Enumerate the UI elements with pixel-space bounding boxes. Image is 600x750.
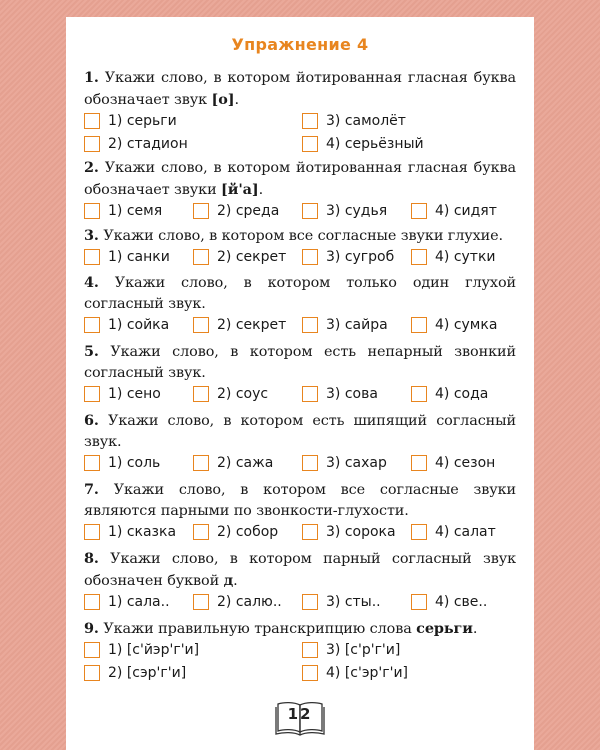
answer-option-2[interactable] bbox=[84, 136, 188, 152]
question-number: 4. bbox=[84, 274, 99, 291]
worksheet-page bbox=[66, 17, 534, 750]
checkbox[interactable] bbox=[193, 249, 209, 265]
question-end: . bbox=[258, 182, 264, 198]
question-number: 8. bbox=[84, 550, 99, 567]
checkbox[interactable] bbox=[193, 455, 209, 471]
question-7 bbox=[84, 479, 516, 547]
answer-option-1[interactable] bbox=[84, 642, 199, 658]
answer-option-2[interactable] bbox=[193, 455, 273, 471]
answer-option-4[interactable] bbox=[411, 249, 496, 265]
option-label: 3) сорока bbox=[326, 524, 396, 540]
option-label: 4) сезон bbox=[435, 455, 496, 471]
question-text bbox=[84, 618, 516, 640]
option-label: 2) среда bbox=[217, 203, 280, 219]
question-number: 7. bbox=[84, 481, 99, 498]
answer-option-3[interactable] bbox=[302, 317, 388, 333]
checkbox[interactable] bbox=[411, 203, 427, 219]
checkbox[interactable] bbox=[193, 203, 209, 219]
checkbox[interactable] bbox=[302, 113, 318, 129]
answer-options bbox=[84, 136, 516, 159]
option-label: 2) сажа bbox=[217, 455, 274, 471]
checkbox[interactable] bbox=[193, 317, 209, 333]
option-label: 1) семя bbox=[108, 203, 163, 219]
question-emphasis: д bbox=[223, 572, 234, 589]
checkbox[interactable] bbox=[302, 665, 318, 681]
question-emphasis: [о] bbox=[211, 91, 235, 108]
answer-option-3[interactable] bbox=[302, 642, 400, 658]
question-text bbox=[84, 410, 516, 453]
option-label: 1) сойка bbox=[108, 317, 170, 333]
answer-option-1[interactable] bbox=[84, 203, 162, 219]
question-text bbox=[84, 479, 516, 522]
checkbox[interactable] bbox=[302, 136, 318, 152]
checkbox[interactable] bbox=[302, 594, 318, 610]
answer-options bbox=[84, 203, 516, 226]
option-label: 4) сутки bbox=[435, 249, 496, 265]
answer-options bbox=[84, 455, 516, 478]
answer-option-4[interactable] bbox=[411, 524, 496, 540]
checkbox[interactable] bbox=[302, 249, 318, 265]
option-label: 1) соль bbox=[108, 455, 161, 471]
question-1 bbox=[84, 67, 516, 159]
question-9 bbox=[84, 618, 516, 688]
checkbox[interactable] bbox=[302, 317, 318, 333]
checkbox[interactable] bbox=[84, 665, 100, 681]
question-number: 9. bbox=[84, 620, 99, 637]
answer-options bbox=[84, 249, 516, 272]
answer-option-2[interactable] bbox=[193, 249, 286, 265]
checkbox[interactable] bbox=[411, 524, 427, 540]
question-text bbox=[84, 548, 516, 592]
question-body: Укажи правильную транскрипцию слова bbox=[103, 621, 417, 637]
answer-options bbox=[84, 642, 516, 665]
question-body: Укажи слово, в котором только один глухой согласный звук. bbox=[84, 275, 516, 312]
question-body: Укажи слово, в котором парный согласный звук обозначен буквой bbox=[84, 551, 516, 589]
option-label: 2) [сэр'г'и] bbox=[108, 665, 187, 681]
question-end: . bbox=[233, 573, 238, 589]
answer-options bbox=[84, 386, 516, 409]
option-label: 3) самолёт bbox=[326, 113, 406, 129]
answer-option-1[interactable] bbox=[84, 386, 161, 402]
option-label: 3) судья bbox=[326, 203, 388, 219]
checkbox[interactable] bbox=[84, 594, 100, 610]
question-2 bbox=[84, 157, 516, 226]
question-8 bbox=[84, 548, 516, 617]
question-number: 5. bbox=[84, 343, 99, 360]
page-number: 12 bbox=[287, 705, 313, 723]
question-number: 2. bbox=[84, 159, 99, 176]
option-label: 4) сода bbox=[435, 386, 489, 402]
question-text bbox=[84, 341, 516, 384]
page-number-badge bbox=[274, 699, 326, 739]
checkbox[interactable] bbox=[84, 249, 100, 265]
answer-option-4[interactable] bbox=[411, 203, 497, 219]
answer-options bbox=[84, 594, 516, 617]
question-number: 1. bbox=[84, 69, 99, 86]
answer-option-2[interactable] bbox=[193, 386, 268, 402]
question-text bbox=[84, 272, 516, 315]
answer-option-4[interactable] bbox=[411, 594, 487, 610]
checkbox[interactable] bbox=[193, 594, 209, 610]
answer-option-2[interactable] bbox=[193, 317, 286, 333]
question-body: Укажи слово, в котором все согласные звуки являются парными по звонкости-глухости. bbox=[84, 482, 516, 519]
option-label: 1) сала.. bbox=[108, 594, 170, 610]
answer-option-4[interactable] bbox=[302, 136, 424, 152]
question-number: 3. bbox=[84, 227, 99, 244]
answer-option-1[interactable] bbox=[84, 524, 176, 540]
question-end: . bbox=[472, 621, 478, 637]
checkbox[interactable] bbox=[302, 524, 318, 540]
question-3 bbox=[84, 225, 516, 272]
option-label: 1) серьги bbox=[108, 113, 177, 129]
answer-options bbox=[84, 665, 516, 688]
option-label: 2) секрет bbox=[217, 249, 287, 265]
option-label: 1) сено bbox=[108, 386, 161, 402]
checkbox[interactable] bbox=[302, 203, 318, 219]
answer-option-3[interactable] bbox=[302, 594, 381, 610]
checkbox[interactable] bbox=[302, 642, 318, 658]
option-label: 2) салю.. bbox=[217, 594, 282, 610]
option-label: 1) [с'йэр'г'и] bbox=[108, 642, 200, 658]
checkbox[interactable] bbox=[84, 113, 100, 129]
answer-options bbox=[84, 113, 516, 136]
answer-option-1[interactable] bbox=[84, 455, 160, 471]
answer-option-3[interactable] bbox=[302, 113, 406, 129]
answer-options bbox=[84, 524, 516, 547]
checkbox[interactable] bbox=[302, 455, 318, 471]
answer-option-3[interactable] bbox=[302, 524, 396, 540]
option-label: 3) сты.. bbox=[326, 594, 381, 610]
option-label: 2) секрет bbox=[217, 317, 287, 333]
checkbox[interactable] bbox=[411, 386, 427, 402]
question-5 bbox=[84, 341, 516, 409]
option-label: 4) сидят bbox=[435, 203, 497, 219]
option-label: 4) [с'эр'г'и] bbox=[326, 665, 409, 681]
option-label: 1) сказка bbox=[108, 524, 177, 540]
checkbox[interactable] bbox=[84, 317, 100, 333]
answer-option-3[interactable] bbox=[302, 203, 387, 219]
question-body: Укажи слово, в котором есть непарный звонкий согласный звук. bbox=[84, 344, 516, 381]
answer-option-4[interactable] bbox=[411, 455, 495, 471]
answer-option-1[interactable] bbox=[84, 317, 169, 333]
option-label: 2) стадион bbox=[108, 136, 188, 152]
option-label: 4) салат bbox=[435, 524, 496, 540]
checkbox[interactable] bbox=[411, 594, 427, 610]
option-label: 2) собор bbox=[217, 524, 279, 540]
answer-option-1[interactable] bbox=[84, 594, 170, 610]
checkbox[interactable] bbox=[411, 317, 427, 333]
answer-option-4[interactable] bbox=[411, 386, 488, 402]
option-label: 4) све.. bbox=[435, 594, 488, 610]
option-label: 1) санки bbox=[108, 249, 170, 265]
question-6 bbox=[84, 410, 516, 478]
option-label: 3) [с'р'г'и] bbox=[326, 642, 401, 658]
option-label: 3) сугроб bbox=[326, 249, 395, 265]
answer-option-3[interactable] bbox=[302, 386, 378, 402]
question-body: Укажи слово, в котором есть шипящий согласный звук. bbox=[84, 413, 516, 450]
question-body: Укажи слово, в котором йотированная гласная буква обозначает звук bbox=[84, 70, 516, 108]
checkbox[interactable] bbox=[193, 524, 209, 540]
question-text bbox=[84, 157, 516, 201]
answer-option-4[interactable] bbox=[302, 665, 408, 681]
checkbox[interactable] bbox=[84, 524, 100, 540]
checkbox[interactable] bbox=[193, 386, 209, 402]
option-label: 2) соус bbox=[217, 386, 269, 402]
answer-option-2[interactable] bbox=[193, 524, 278, 540]
question-emphasis: серьги bbox=[416, 620, 473, 637]
checkbox[interactable] bbox=[411, 455, 427, 471]
answer-option-2[interactable] bbox=[193, 594, 282, 610]
checkbox[interactable] bbox=[84, 642, 100, 658]
checkbox[interactable] bbox=[84, 203, 100, 219]
option-label: 3) сайра bbox=[326, 317, 388, 333]
checkbox[interactable] bbox=[84, 386, 100, 402]
answer-option-2[interactable] bbox=[84, 665, 186, 681]
option-label: 4) сумка bbox=[435, 317, 498, 333]
page-title: Упражнение 4 bbox=[231, 35, 369, 54]
answer-option-1[interactable] bbox=[84, 249, 170, 265]
answer-option-4[interactable] bbox=[411, 317, 497, 333]
answer-option-1[interactable] bbox=[84, 113, 177, 129]
checkbox[interactable] bbox=[302, 386, 318, 402]
answer-option-3[interactable] bbox=[302, 249, 394, 265]
question-number: 6. bbox=[84, 412, 99, 429]
question-emphasis: [й'а] bbox=[221, 181, 259, 198]
checkbox[interactable] bbox=[411, 249, 427, 265]
question-end: . bbox=[234, 92, 239, 108]
checkbox[interactable] bbox=[84, 455, 100, 471]
checkbox[interactable] bbox=[84, 136, 100, 152]
option-label: 3) сова bbox=[326, 386, 378, 402]
question-text bbox=[84, 225, 516, 247]
answer-options bbox=[84, 317, 516, 340]
option-label: 4) серьёзный bbox=[326, 136, 424, 152]
answer-option-2[interactable] bbox=[193, 203, 279, 219]
question-text bbox=[84, 67, 516, 111]
question-body: Укажи слово, в котором йотированная гласная буква обозначает звуки bbox=[84, 160, 516, 198]
option-label: 3) сахар bbox=[326, 455, 387, 471]
question-body: Укажи слово, в котором все согласные звуки глухие. bbox=[103, 228, 504, 244]
answer-option-3[interactable] bbox=[302, 455, 387, 471]
question-4 bbox=[84, 272, 516, 340]
